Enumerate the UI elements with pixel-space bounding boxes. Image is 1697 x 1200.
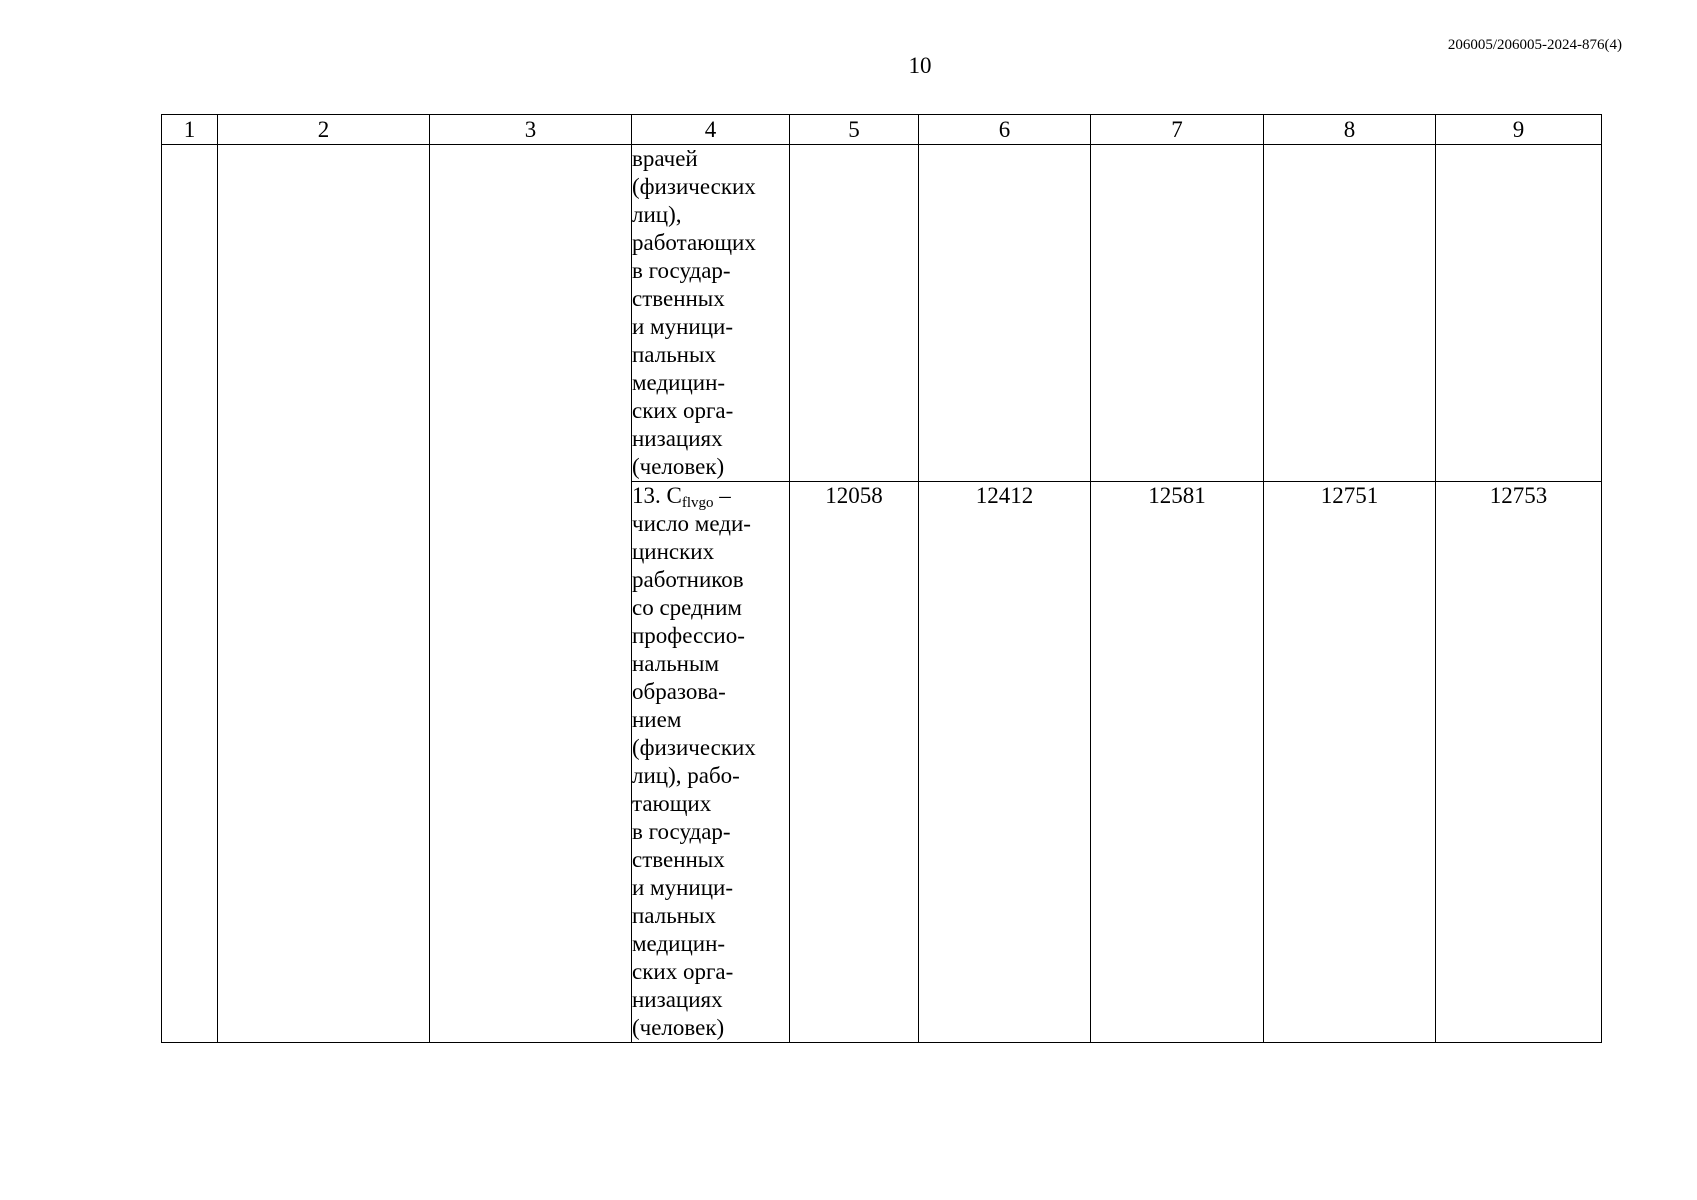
text-line: ственных [632,286,725,311]
text-line: цинских [632,539,715,564]
value-cell-5 [790,145,919,482]
text-line: образова- [632,679,726,704]
indicator-label-suffix: – [713,483,731,508]
indicator-description-cell [632,145,790,482]
text-line: ских орга- [632,398,734,423]
column-header-6: 6 [919,115,1091,145]
text-line: профессио- [632,623,745,648]
page-number: 10 [908,53,932,78]
text-line: и муници- [632,875,734,900]
text-line: нием [632,707,682,732]
value-cell-7 [1091,145,1264,482]
text-line: лиц), рабо- [632,763,740,788]
value-cell-5: 12058 [790,482,919,1043]
text-line: работников [632,567,744,592]
text-line: низациях [632,426,723,451]
indicator-table [161,114,1602,1043]
column-header-2: 2 [218,115,430,145]
value-cell-9 [1436,145,1602,482]
text-line: (человек) [632,454,725,479]
value-cell-7: 12581 [1091,482,1264,1043]
text-line: ских орга- [632,959,734,984]
text-line: медицин- [632,370,726,395]
text-line: ственных [632,847,725,872]
value-cell-8: 12751 [1264,482,1436,1043]
text-line: (физических [632,735,756,760]
column-header-4: 4 [632,115,790,145]
column-header-3: 3 [430,115,632,145]
text-line: в государ- [632,819,731,844]
value-cell-8 [1264,145,1436,482]
cell-col-3 [430,145,632,1043]
column-header-9: 9 [1436,115,1602,145]
text-line: со средним [632,595,742,620]
column-header-5: 5 [790,115,919,145]
cell-col-1 [162,145,218,1043]
text-line: пальных [632,342,716,367]
text-line: (физических [632,174,756,199]
text-line: тающих [632,791,712,816]
document-id: 206005/206005-2024-876(4) [1447,37,1622,53]
text-line: медицин- [632,931,726,956]
column-header-8: 8 [1264,115,1436,145]
text-line: низациях [632,987,723,1012]
column-header-7: 7 [1091,115,1264,145]
value-cell-6: 12412 [919,482,1091,1043]
cell-col-2 [218,145,430,1043]
indicator-label-subscript: flvgo [681,495,714,511]
indicator-description-cell [632,482,790,1043]
text-line: нальным [632,651,720,676]
text-line: работающих [632,230,756,255]
text-line: врачей [632,146,698,171]
value-cell-9: 12753 [1436,482,1602,1043]
text-line: лиц), [632,202,682,227]
text-line: пальных [632,903,716,928]
indicator-label [632,482,789,510]
text-line: и муници- [632,314,734,339]
value-cell-6 [919,145,1091,482]
table-row [162,145,1602,482]
text-line: (человек) [632,1015,725,1040]
column-number-row [162,115,1602,145]
column-header-1: 1 [162,115,218,145]
indicator-label-prefix: 13. C [632,483,682,508]
text-line: в государ- [632,258,731,283]
text-line: число меди- [632,511,751,536]
